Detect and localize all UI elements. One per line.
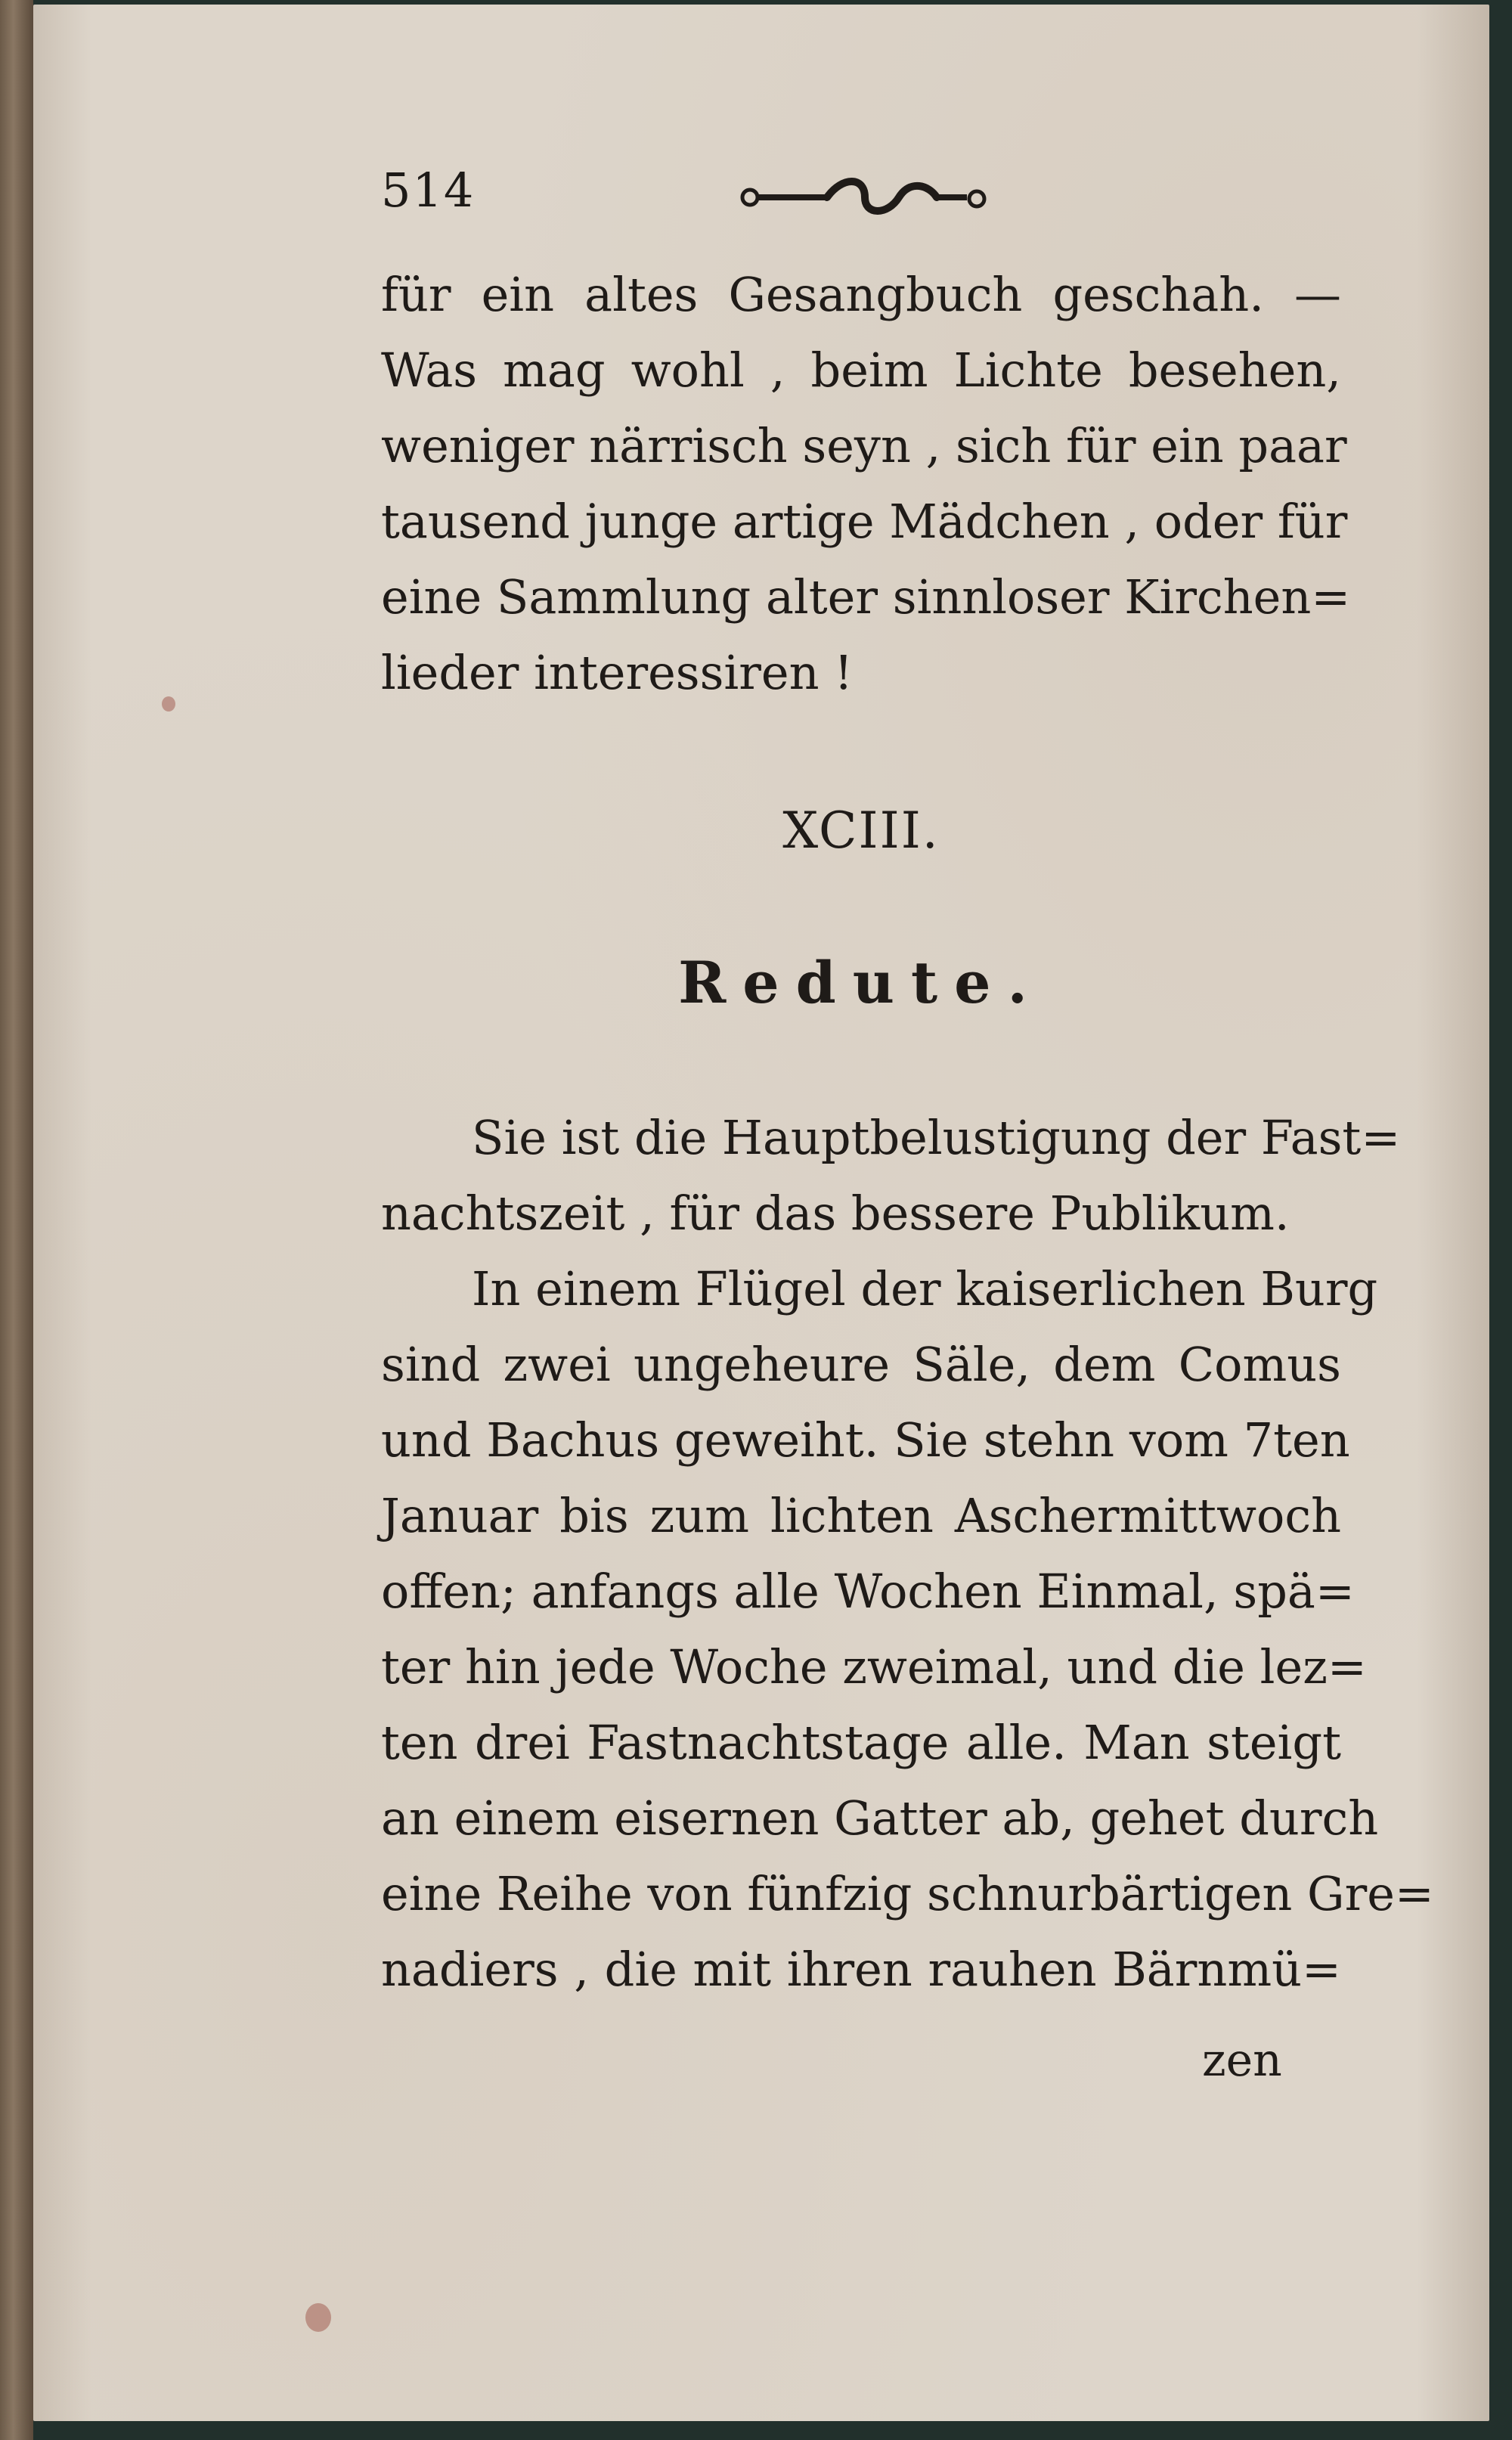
text-line: In einem Flügel der kaiserlichen Burg — [472, 1261, 1378, 1316]
section-body — [381, 1100, 1434, 2007]
text-line: eine Sammlung alter sinnloser Kirchen= — [381, 569, 1351, 625]
text-line: an einem eisernen Gatter ab, gehet durch — [381, 1790, 1379, 1846]
text-line: ten drei Fastnachtstage alle. Man steigt — [381, 1715, 1341, 1770]
text-line: eine Reihe von fünfzig schnurbärtigen Gre= — [381, 1866, 1434, 1921]
text-line: für ein altes Gesangbuch geschah. — — [381, 267, 1341, 322]
page-header — [381, 163, 1356, 231]
section-number: XCIII. — [782, 801, 940, 860]
paper-stain — [305, 2303, 331, 2332]
text-line: Was mag wohl , beim Lichte besehen, — [381, 343, 1341, 398]
text-line: nachtszeit , für das bessere Publikum. — [381, 1186, 1290, 1241]
text-line: offen; anfangs alle Wochen Einmal, spä= — [381, 1564, 1355, 1619]
page-number: 514 — [381, 163, 476, 218]
text-line: Januar bis zum lichten Aschermittwoch — [381, 1488, 1341, 1543]
header-ornament-icon — [736, 169, 993, 222]
book-binding-edge — [0, 0, 33, 2440]
preceding-paragraph — [381, 257, 1351, 711]
text-line: nadiers , die mit ihren rauhen Bärnmü= — [381, 1942, 1341, 1997]
text-line: ter hin jede Woche zweimal, und die lez= — [381, 1639, 1367, 1694]
text-line: und Bachus geweiht. Sie stehn vom 7ten — [381, 1412, 1350, 1468]
text-line: weniger närrisch seyn , sich für ein paar — [381, 418, 1347, 473]
text-line: tausend junge artige Mädchen , oder für — [381, 494, 1348, 549]
catchword: zen — [1202, 2034, 1282, 2087]
paper-stain — [162, 696, 175, 712]
text-line: sind zwei ungeheure Säle, dem Comus — [381, 1337, 1341, 1392]
text-line: Sie ist die Hauptbelustigung der Fast= — [472, 1110, 1401, 1165]
section-title: Redute. — [678, 949, 1044, 1016]
text-line: lieder interessiren ! — [381, 645, 854, 700]
